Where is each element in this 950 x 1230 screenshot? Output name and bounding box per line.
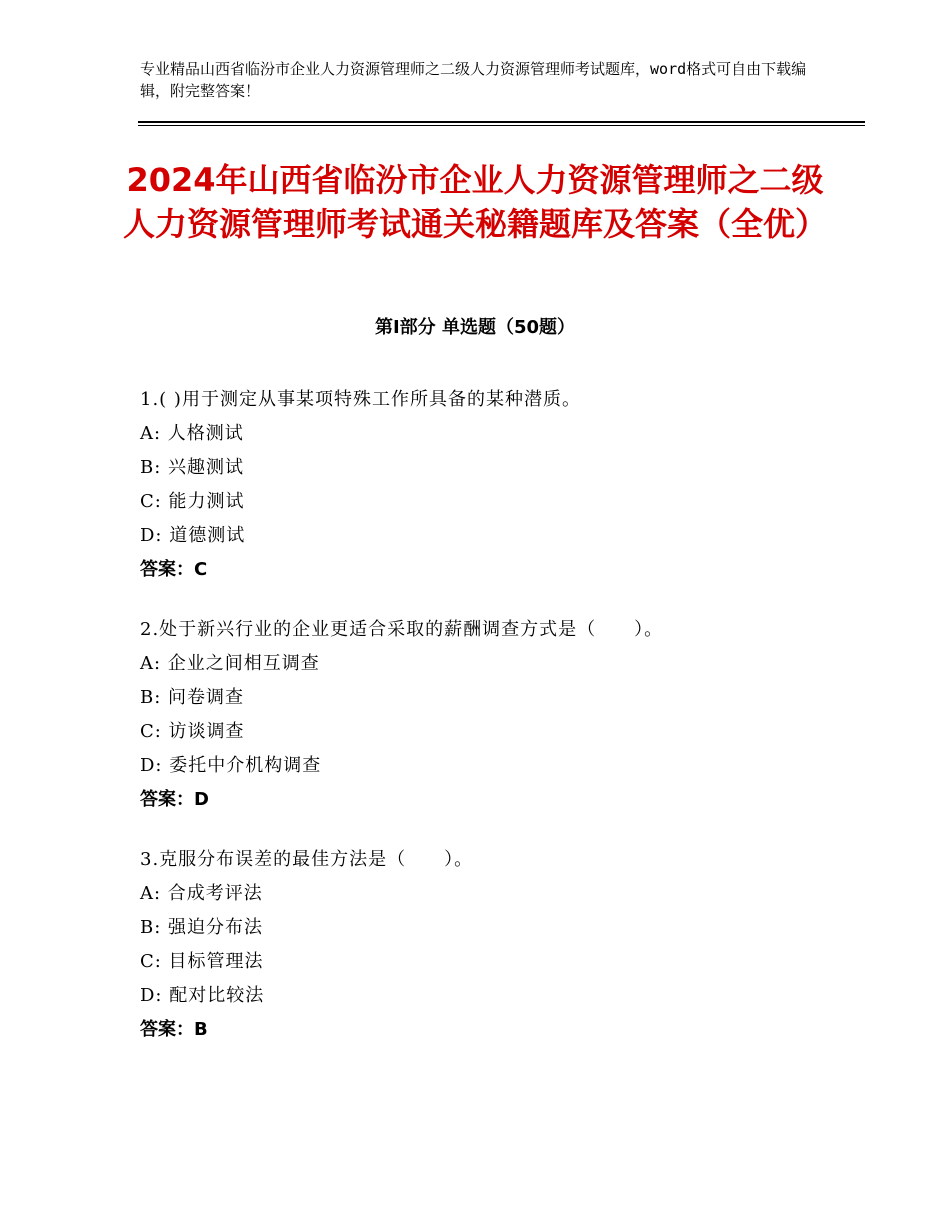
- option-d: D: 委托中介机构调查: [140, 755, 322, 776]
- question-stem: 2.处于新兴行业的企业更适合采取的薪酬调查方式是（ ）。: [140, 619, 664, 640]
- option-c: C: 能力测试: [140, 491, 245, 512]
- option-b: B: 问卷调查: [140, 687, 245, 708]
- question-stem: 1.( )用于测定从事某项特殊工作所具备的某种潜质。: [140, 389, 581, 410]
- option-a: A: 人格测试: [140, 423, 244, 444]
- option-a: A: 合成考评法: [140, 883, 263, 904]
- option-b: B: 兴趣测试: [140, 457, 245, 478]
- question-stem: 3.克服分布误差的最佳方法是（ ）。: [140, 849, 474, 870]
- option-c: C: 访谈调查: [140, 721, 245, 742]
- header-rule-thin: [138, 125, 865, 126]
- option-d: D: 配对比较法: [140, 985, 265, 1006]
- question-1: [140, 383, 860, 587]
- option-d: D: 道德测试: [140, 525, 246, 546]
- question-3: [140, 843, 860, 1047]
- header-note: 专业精品山西省临汾市企业人力资源管理师之二级人力资源管理师考试题库，word格式可自由下载编辑，附完整答案！: [140, 60, 807, 100]
- question-list: [140, 383, 860, 1073]
- answer: 答案：D: [140, 789, 209, 810]
- header-rule-thick: [138, 121, 865, 123]
- answer: 答案：C: [140, 559, 208, 580]
- answer: 答案：B: [140, 1019, 208, 1040]
- option-a: A: 企业之间相互调查: [140, 653, 320, 674]
- option-c: C: 目标管理法: [140, 951, 264, 972]
- section-title: 第Ⅰ部分 单选题（50题）: [374, 317, 575, 338]
- option-b: B: 强迫分布法: [140, 917, 264, 938]
- document-title: 2024年山西省临汾市企业人力资源管理师之二级人力资源管理师考试通关秘籍题库及答案（全优）: [122, 161, 827, 243]
- question-2: [140, 613, 860, 817]
